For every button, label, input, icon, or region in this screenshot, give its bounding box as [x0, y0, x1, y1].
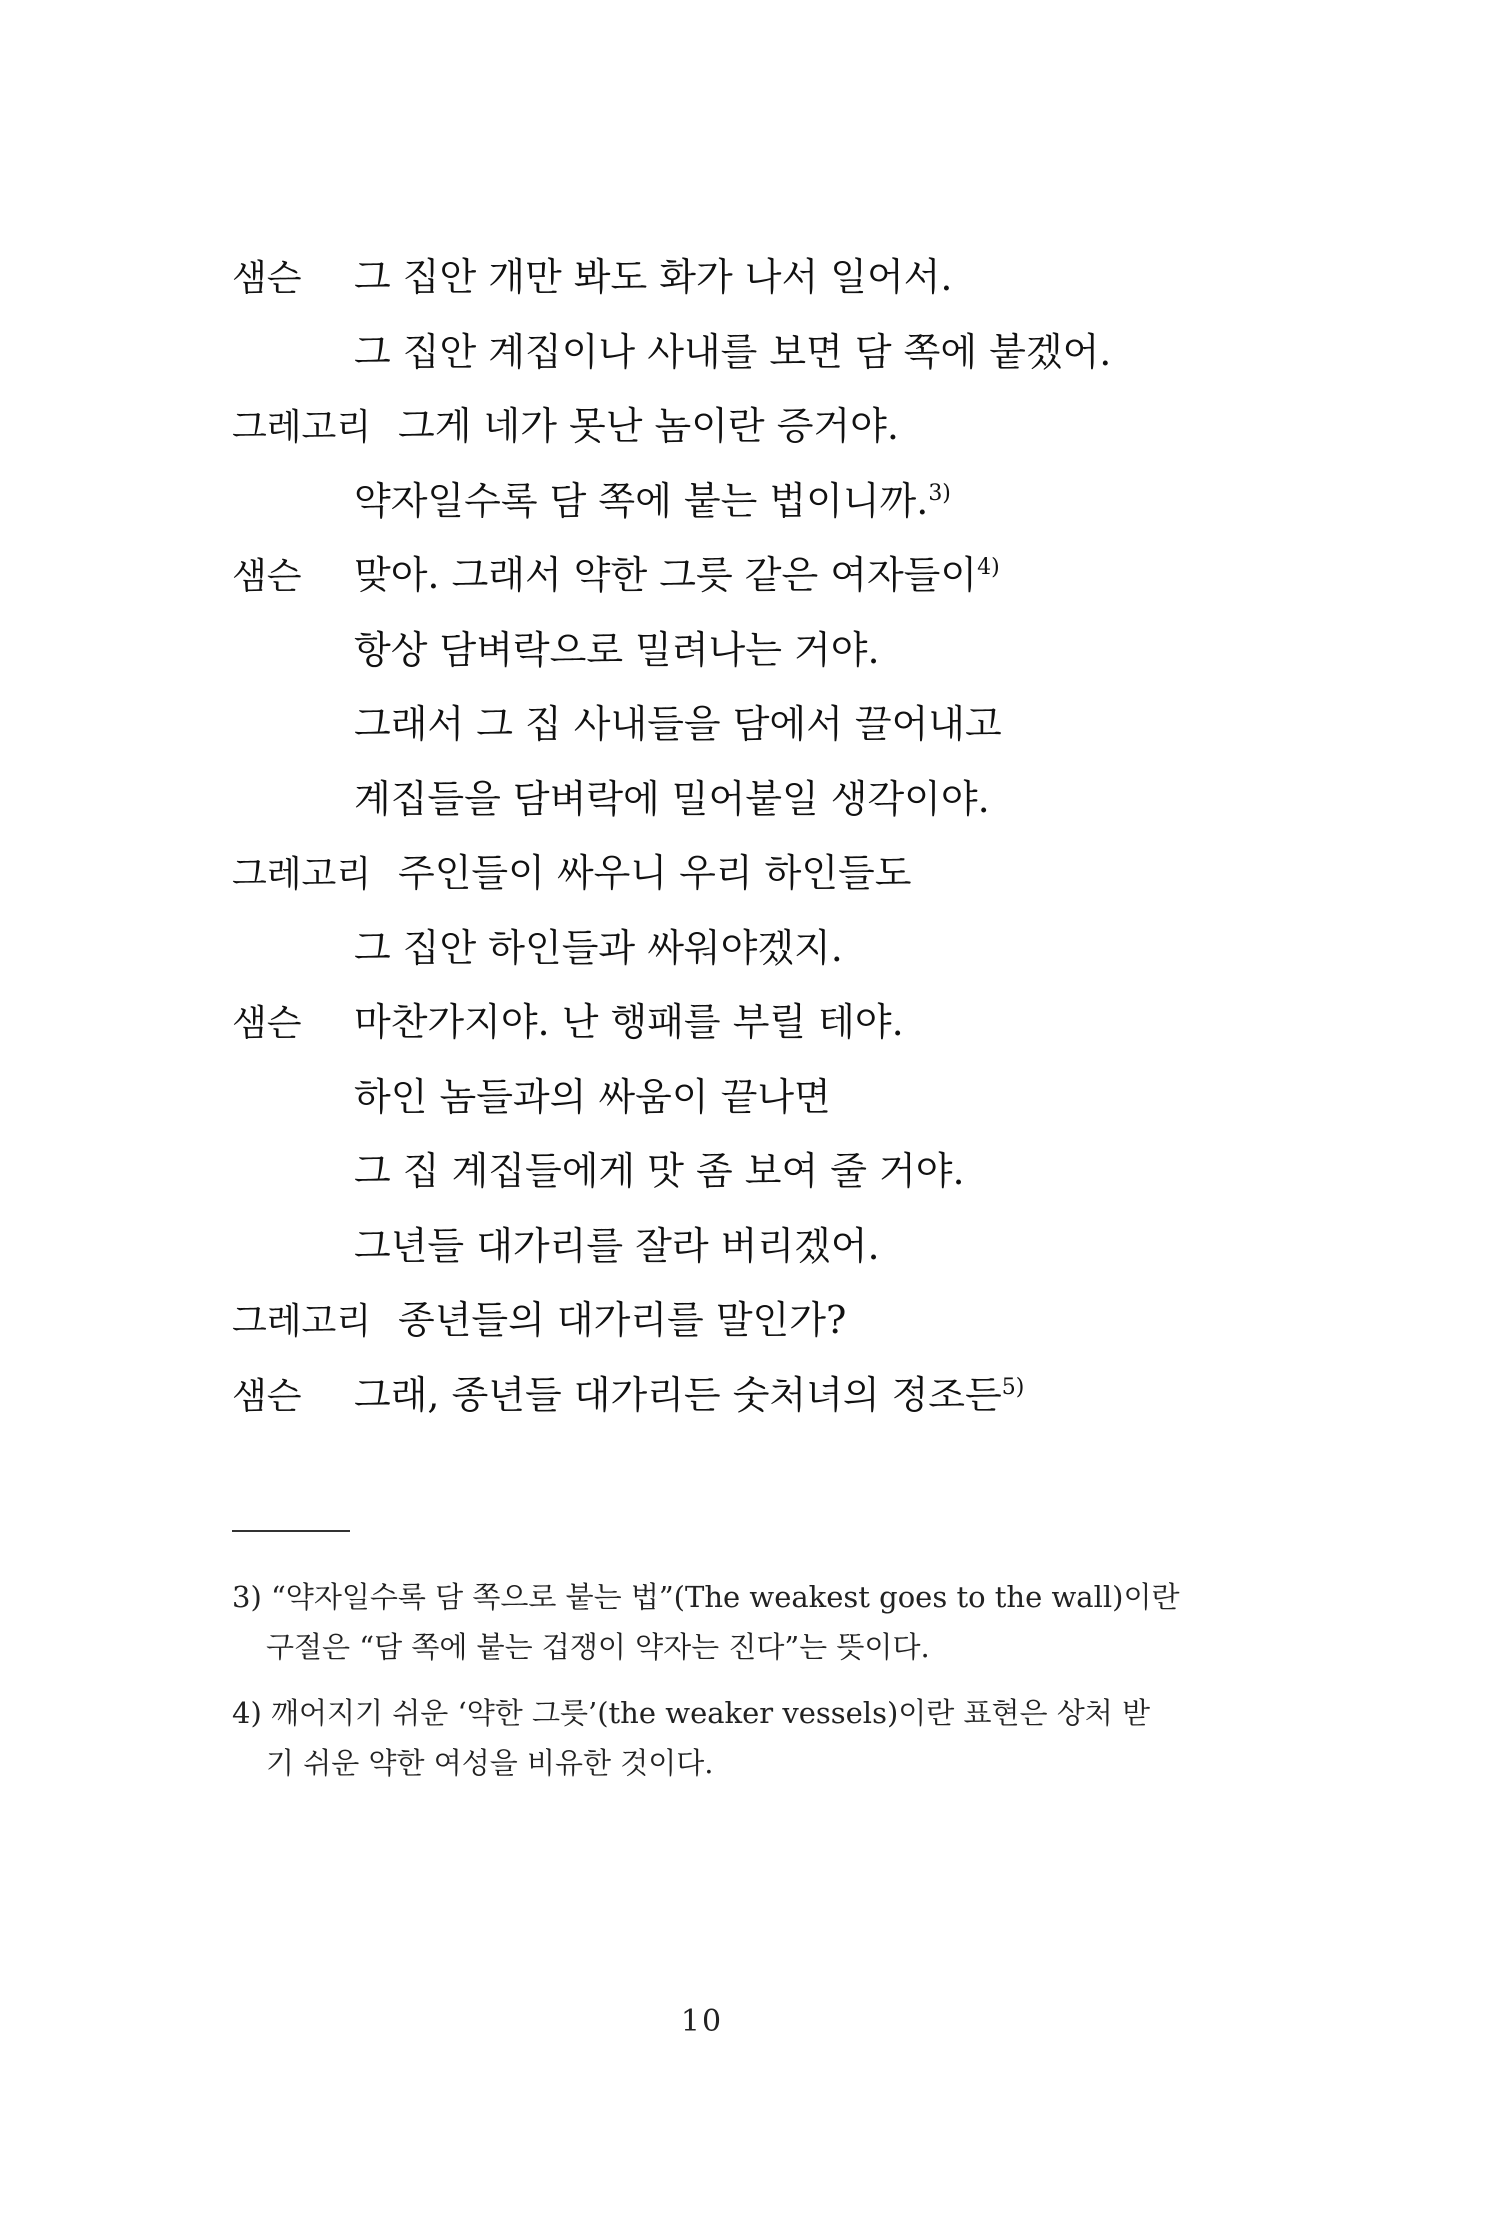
speaker-name: 그레고리	[232, 854, 372, 895]
footnote-line: 4) 깨어지기 쉬운 ‘약한 그릇’(the weaker vessels)이란 표현은 상처 받	[232, 1696, 1151, 1730]
verse-text: 주인들이 싸우니 우리 하인들도	[398, 851, 912, 895]
verse-text: 그 집안 개만 봐도 화가 나서 일어서.	[354, 255, 953, 299]
verse-text: 그 집안 하인들과 싸워야겠지.	[354, 926, 843, 970]
footnote-line: 기 쉬운 약한 여성을 비유한 것이다.	[266, 1746, 714, 1780]
verse-line	[354, 1221, 880, 1271]
footnote-line: 3) “약자일수록 담 쪽으로 붙는 법”(The weakest goes to the wall)이란	[232, 1580, 1180, 1614]
speaker-name: 샘슨	[232, 258, 302, 299]
speaker-name: 그레고리	[232, 407, 372, 448]
verse-line	[398, 401, 899, 451]
verse-text: 그래, 종년들 대가리든 숫처녀의 정조든	[354, 1373, 1002, 1417]
verse-text: 하인 놈들과의 싸움이 끝나면	[354, 1075, 831, 1119]
speaker-name: 샘슨	[232, 1376, 302, 1417]
verse-line	[354, 1146, 965, 1196]
verse-line	[354, 699, 1002, 749]
footnote-line: 구절은 “담 쪽에 붙는 겁쟁이 약자는 진다”는 뜻이다.	[266, 1630, 930, 1664]
verse-text: 그래서 그 집 사내들을 담에서 끌어내고	[354, 702, 1002, 746]
verse-text: 계집들을 담벼락에 밀어붙일 생각이야.	[354, 777, 990, 821]
verse-text: 그 집안 계집이나 사내를 보면 담 쪽에 붙겠어.	[354, 330, 1112, 374]
verse-line	[354, 476, 951, 526]
verse-text: 맞아. 그래서 약한 그릇 같은 여자들이	[354, 553, 978, 597]
verse-text: 그 집 계집들에게 맛 좀 보여 줄 거야.	[354, 1149, 965, 1193]
verse-line	[354, 252, 952, 302]
verse-line	[354, 1370, 1024, 1420]
verse-text: 항상 담벼락으로 밀려나는 거야.	[354, 628, 880, 672]
speaker-name: 샘슨	[232, 556, 302, 597]
verse-line	[398, 1295, 846, 1345]
page-number: 10	[680, 2004, 724, 2039]
speaker-name: 그레고리	[232, 1301, 372, 1342]
verse-text: 약자일수록 담 쪽에 붙는 법이니까.	[354, 479, 929, 523]
verse-text: 마찬가지야. 난 행패를 부릴 테야.	[354, 1000, 904, 1044]
verse-line	[354, 923, 843, 973]
footnote-marker: 3)	[928, 481, 951, 506]
speaker-name: 샘슨	[232, 1003, 302, 1044]
verse-line	[398, 848, 911, 898]
verse-line	[354, 550, 1000, 600]
verse-line	[354, 997, 904, 1047]
verse-text: 그년들 대가리를 잘라 버리겠어.	[354, 1224, 880, 1268]
footnote-divider	[232, 1530, 350, 1532]
footnote-marker: 5)	[1001, 1375, 1025, 1400]
verse-text: 그게 네가 못난 놈이란 증거야.	[398, 404, 899, 448]
footnote-marker: 4)	[977, 555, 1000, 580]
verse-line	[354, 327, 1111, 377]
verse-line	[354, 774, 990, 824]
verse-line	[354, 625, 880, 675]
verse-text: 종년들의 대가리를 말인가?	[398, 1298, 847, 1342]
verse-line	[354, 1072, 831, 1122]
